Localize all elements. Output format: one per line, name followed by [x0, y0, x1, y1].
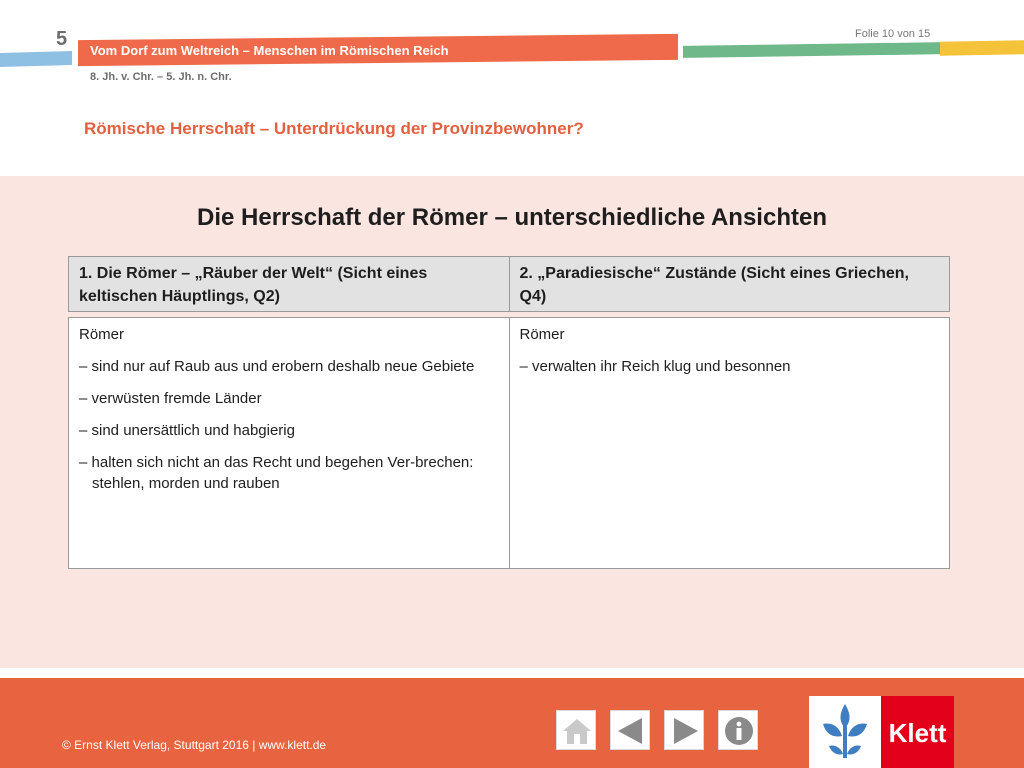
previous-slide-button[interactable]	[610, 710, 650, 750]
chapter-number: 5	[56, 28, 68, 50]
era-label: 8. Jh. v. Chr. – 5. Jh. n. Chr.	[90, 71, 232, 83]
table-body-row	[68, 317, 950, 569]
klett-emblem-icon	[809, 696, 881, 768]
list-item: – sind nur auf Raub aus und erobern deshalb neue Gebiete	[79, 358, 475, 375]
arrow-left-icon	[615, 715, 647, 747]
column-intro: Römer	[79, 326, 125, 343]
klett-wordmark-box	[881, 696, 954, 768]
slide-title: Die Herrschaft der Römer – unterschiedliche Ansichten	[197, 204, 827, 231]
slide-header	[0, 0, 1024, 176]
klett-logo	[809, 696, 954, 768]
list-item: – sind unersättlich und habgierig	[79, 422, 295, 439]
decor-stripe-yellow	[940, 40, 1024, 55]
column-heading-greek: 2. „Paradiesische“ Zustände (Sicht eines Griechen, Q4)	[509, 257, 950, 311]
decor-stripe-green	[683, 42, 943, 58]
info-icon	[723, 715, 755, 747]
home-icon	[561, 715, 593, 747]
list-item: – verwüsten fremde Länder	[79, 390, 262, 407]
decor-stripe-blue	[0, 51, 72, 67]
slide-subtitle: Römische Herrschaft – Unterdrückung der Provinzbewohner?	[84, 119, 584, 138]
column-heading-celtic: 1. Die Römer – „Räuber der Welt“ (Sicht eines keltischen Häuptlings, Q2)	[79, 265, 428, 305]
comparison-table	[68, 256, 950, 569]
arrow-right-icon	[669, 715, 701, 747]
copyright-text: © Ernst Klett Verlag, Stuttgart 2016 | www.klett.de	[62, 738, 327, 752]
slide-footer	[0, 678, 1024, 768]
klett-wordmark: Klett	[888, 718, 947, 748]
table-header-row	[68, 256, 950, 312]
next-slide-button[interactable]	[664, 710, 704, 750]
list-item: – halten sich nicht an das Recht und begehen Ver-brechen: stehlen, morden und rauben	[79, 454, 474, 492]
list-item: – verwalten ihr Reich klug und besonnen	[519, 358, 791, 375]
slide-content	[0, 176, 1024, 668]
column-body-celtic	[69, 318, 509, 568]
slide-counter: Folie 10 von 15	[855, 28, 931, 40]
column-body-greek	[509, 318, 950, 568]
info-button[interactable]	[718, 710, 758, 750]
column-intro: Römer	[519, 326, 565, 343]
home-button[interactable]	[556, 710, 596, 750]
series-title: Vom Dorf zum Weltreich – Menschen im Römischen Reich	[90, 43, 449, 58]
